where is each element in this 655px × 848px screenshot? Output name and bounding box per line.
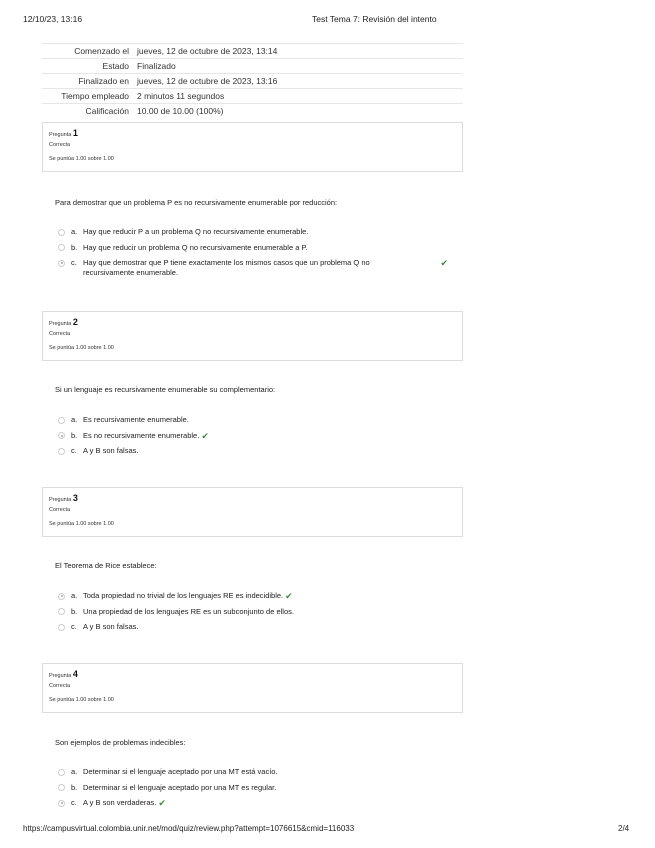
print-date: 12/10/23, 13:16: [23, 14, 83, 24]
question-text-2: Si un lenguaje es recursivamente enumerable su complementario:: [55, 385, 276, 394]
question-text-1: Para demostrar que un problema P es no recursivamente enumerable por reducción:: [55, 198, 338, 207]
question-prefix: Pregunta: [49, 497, 72, 503]
summary-value: Finalizado: [133, 59, 463, 74]
option-text: A y B son verdaderas.: [83, 798, 157, 808]
answer-option-b[interactable]: [58, 783, 458, 799]
radio-button[interactable]: [58, 769, 65, 776]
radio-button[interactable]: [58, 784, 65, 791]
option-letter: b.: [71, 242, 78, 252]
answer-option-b[interactable]: [58, 243, 458, 259]
answer-option-c[interactable]: [58, 446, 458, 462]
check-icon: ✔: [158, 798, 166, 809]
option-letter: a.: [71, 767, 78, 776]
question-status: Correcta: [49, 142, 71, 148]
question-info-1: [42, 122, 463, 172]
option-letter: c.: [71, 446, 77, 456]
option-text: Hay que reducir un problema Q no recursivamente enumerable a P.: [83, 242, 308, 252]
question-status: Correcta: [49, 331, 71, 337]
summary-label: Estado: [42, 59, 133, 74]
summary-value: jueves, 12 de octubre de 2023, 13:16: [133, 74, 463, 89]
page-url: https://campusvirtual.colombia.unir.net/mod/quiz/review.php?attempt=1076615&cmid=116033: [23, 824, 355, 833]
answer-option-c[interactable]: [58, 622, 458, 638]
answer-options-2: [58, 415, 458, 462]
question-number: 3: [72, 493, 78, 503]
option-letter: b.: [71, 606, 78, 616]
option-text: Hay que demostrar que P tiene exactamente los mismos casos que un problema Q no recursivamente enumerable.: [83, 258, 370, 278]
option-letter: b.: [71, 430, 78, 440]
summary-label: Calificación: [42, 104, 133, 119]
question-number: 4: [72, 669, 78, 679]
summary-value: 2 minutos 11 segundos: [133, 89, 463, 104]
question-text-3: El Teorema de Rice establece:: [55, 561, 157, 570]
radio-button-selected[interactable]: [58, 593, 65, 600]
option-text: Una propiedad de los lenguajes RE es un subconjunto de ellos.: [83, 606, 294, 616]
option-letter: b.: [71, 782, 78, 792]
option-letter: c.: [71, 798, 77, 808]
answer-options-3: [58, 591, 458, 638]
option-text: Determinar si el lenguaje aceptado por una MT está vacío.: [83, 767, 278, 776]
answer-option-a[interactable]: [58, 591, 458, 607]
summary-label: Tiempo empleado: [42, 89, 133, 104]
question-prefix: Pregunta: [49, 321, 72, 327]
question-prefix: Pregunta: [49, 132, 72, 138]
summary-row: [42, 59, 463, 74]
answer-option-a[interactable]: [58, 767, 458, 783]
radio-button[interactable]: [58, 417, 65, 424]
radio-button-selected[interactable]: [58, 432, 65, 439]
question-status: Correcta: [49, 683, 71, 689]
summary-row: [42, 44, 463, 59]
option-letter: a.: [71, 227, 78, 236]
option-letter: a.: [71, 591, 78, 600]
check-icon: ✔: [201, 430, 209, 441]
option-letter: c.: [71, 622, 77, 632]
question-points: Se puntúa 1.00 sobre 1.00: [49, 521, 114, 527]
option-text: Es recursivamente enumerable.: [83, 415, 189, 424]
radio-button[interactable]: [58, 244, 65, 251]
summary-row: [42, 104, 463, 119]
answer-option-a[interactable]: [58, 227, 458, 243]
question-points: Se puntúa 1.00 sobre 1.00: [49, 345, 114, 351]
question-text-4: Son ejemplos de problemas indecibles:: [55, 738, 186, 747]
option-text: A y B son falsas.: [83, 446, 139, 456]
summary-row: [42, 74, 463, 89]
radio-button-selected[interactable]: [58, 800, 65, 807]
option-text: Toda propiedad no trivial de los lenguajes RE es indecidible.: [83, 591, 284, 600]
radio-button[interactable]: [58, 448, 65, 455]
summary-label: Finalizado en: [42, 74, 133, 89]
option-text: Es no recursivamente enumerable.: [83, 430, 200, 440]
answer-option-c[interactable]: [58, 258, 458, 284]
question-info-3: [42, 487, 463, 537]
answer-option-a[interactable]: [58, 415, 458, 431]
option-letter: a.: [71, 415, 78, 424]
check-icon: ✔: [285, 591, 293, 601]
question-info-2: [42, 311, 463, 361]
answer-options-4: [58, 767, 458, 814]
question-number: 2: [72, 317, 78, 327]
summary-row: [42, 89, 463, 104]
answer-option-b[interactable]: [58, 607, 458, 623]
question-points: Se puntúa 1.00 sobre 1.00: [49, 697, 114, 703]
radio-button[interactable]: [58, 624, 65, 631]
radio-button[interactable]: [58, 608, 65, 615]
check-icon: ✔: [440, 258, 448, 269]
question-number: 1: [72, 128, 78, 138]
answer-option-c[interactable]: [58, 798, 458, 814]
answer-options-1: [58, 227, 458, 284]
question-prefix: Pregunta: [49, 673, 72, 679]
question-info-4: [42, 663, 463, 713]
radio-button[interactable]: [58, 229, 65, 236]
question-points: Se puntúa 1.00 sobre 1.00: [49, 156, 114, 162]
answer-option-b[interactable]: [58, 431, 458, 447]
option-text: Determinar si el lenguaje aceptado por una MT es regular.: [83, 782, 277, 792]
question-status: Correcta: [49, 507, 71, 513]
page-number: 2/4: [618, 824, 630, 833]
summary-value: jueves, 12 de octubre de 2023, 13:14: [133, 44, 463, 59]
summary-label: Comenzado el: [42, 44, 133, 59]
page-title: Test Tema 7: Revisión del intento: [312, 14, 437, 24]
option-text: Hay que reducir P a un problema Q no recursivamente enumerable.: [83, 227, 309, 236]
radio-button-selected[interactable]: [58, 260, 65, 267]
summary-value: 10.00 de 10.00 (100%): [133, 104, 463, 119]
attempt-summary-table: [42, 43, 463, 119]
option-letter: c.: [71, 258, 77, 268]
option-text: A y B son falsas.: [83, 622, 139, 632]
